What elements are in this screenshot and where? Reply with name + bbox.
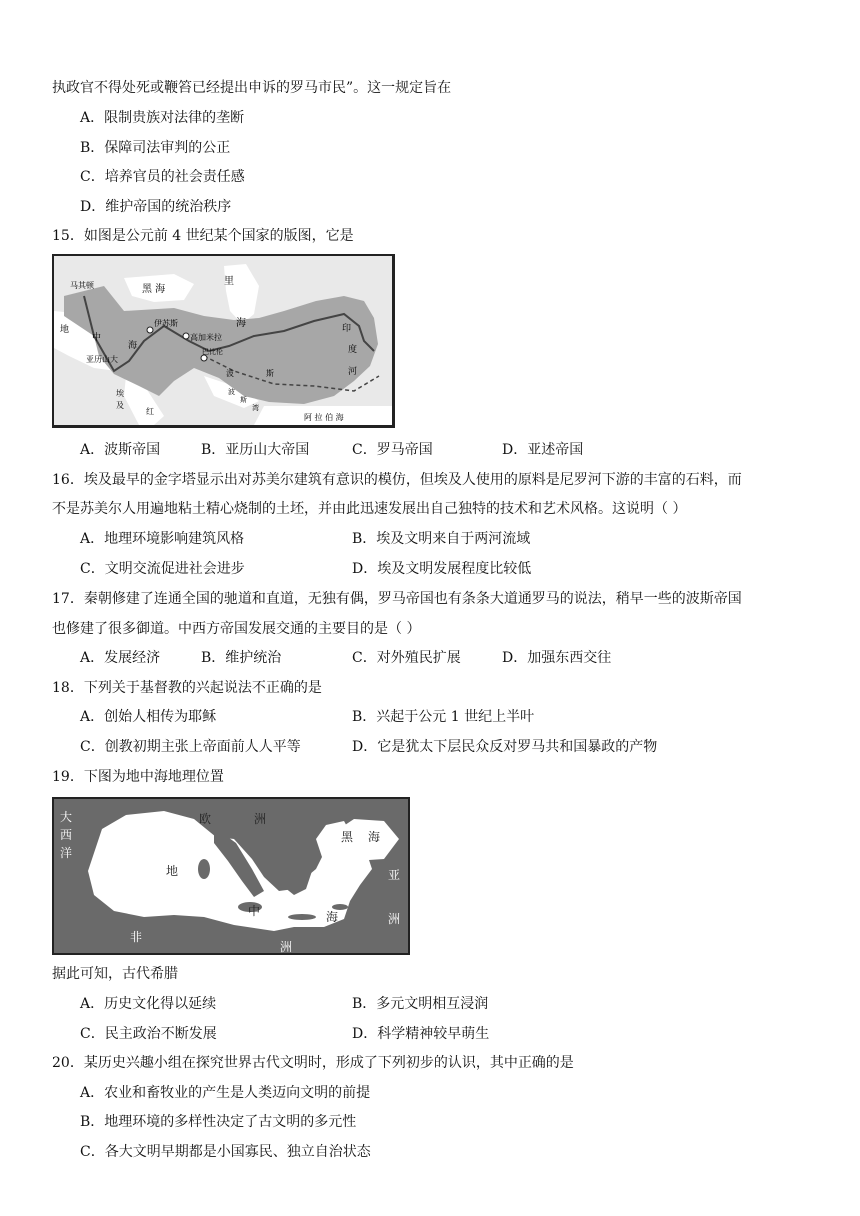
q14-option-b[interactable]: B．保障司法审判的公正 <box>80 140 231 156</box>
q18-option-a[interactable]: A．创始人相传为耶稣 <box>80 709 217 725</box>
med-label-ou: 欧 <box>199 812 212 826</box>
map-label-gulf-bo: 波 <box>228 388 235 396</box>
q19-option-b[interactable]: B．多元文明相互浸润 <box>352 996 489 1012</box>
map-label-hai: 海 <box>128 341 138 351</box>
q18-option-c[interactable]: C．创教初期主张上帝面前人人平等 <box>80 739 301 755</box>
q18-option-b[interactable]: B．兴起于公元 1 世纪上半叶 <box>352 709 535 725</box>
q16-options-row1 <box>80 529 780 549</box>
question-18-stem: 18．下列关于基督教的兴起说法不正确的是 <box>52 680 322 696</box>
q16-options-row2 <box>80 559 780 579</box>
med-label-fei: 非 <box>130 930 143 944</box>
question-19-followup: 据此可知，古代希腊 <box>52 966 178 982</box>
question-20-stem: 20．某历史兴趣小组在探究世界古代文明时，形成了下列初步的认识，其中正确的是 <box>52 1055 574 1071</box>
q18-options-row2 <box>80 737 780 757</box>
q20-option-a[interactable]: A．农业和畜牧业的产生是人类迈向文明的前提 <box>80 1085 371 1101</box>
q17-option-d[interactable]: D．加强东西交往 <box>502 650 612 666</box>
med-label-da: 大 <box>60 810 73 824</box>
question-16-stem-line2: 不是苏美尔人用遍地粘土精心烧制的土坯，并由此迅速发展出自己独特的技术和艺术风格。这说明（ ） <box>52 501 687 517</box>
q15-options <box>80 440 780 460</box>
map-label-gaugamela: 高加米拉 <box>190 333 222 342</box>
map-label-gulf-si: 斯 <box>240 396 247 404</box>
q14-option-d[interactable]: D．维护帝国的统治秩序 <box>80 199 232 215</box>
map-label-du: 度 <box>348 345 358 355</box>
q19-option-c[interactable]: C．民主政治不断发展 <box>80 1026 217 1042</box>
med-label-di: 地 <box>166 864 179 878</box>
question-16-stem-line1: 16．埃及最早的金字塔显示出对苏美尔建筑有意识的模仿，但埃及人使用的原料是尼罗河下游的丰富的石料，而 <box>52 472 742 488</box>
q19-options-row2 <box>80 1024 780 1044</box>
q15-option-b[interactable]: B．亚历山大帝国 <box>201 442 310 458</box>
question-15-stem: 15．如图是公元前 4 世纪某个国家的版图，它是 <box>52 228 354 244</box>
q17-option-a[interactable]: A．发展经济 <box>80 650 161 666</box>
mediterranean-map-drawing <box>54 799 408 953</box>
map-label-he: 河 <box>348 367 358 377</box>
alexander-empire-map <box>52 254 395 428</box>
q19-option-d[interactable]: D．科学精神较早萌生 <box>352 1026 490 1042</box>
q16-option-d[interactable]: D．埃及文明发展程度比较低 <box>352 561 532 577</box>
question-17-stem-line1: 17．秦朝修建了连通全国的驰道和直道，无独有偶，罗马帝国也有条条大道通罗马的说法，稍早一些的波斯帝国 <box>52 591 742 607</box>
map-label-caspian-hai: 海 <box>236 318 246 329</box>
map-label-macedonia: 马其顿 <box>70 281 94 290</box>
med-label-ya-zhou: 洲 <box>388 912 401 926</box>
map-label-black-sea: 黑 海 <box>142 284 166 295</box>
map-label-gulf-wan: 湾 <box>252 404 259 412</box>
q17-options <box>80 648 780 668</box>
map-label-ai: 埃 <box>116 389 124 398</box>
q20-option-b[interactable]: B．地理环境的多样性决定了古文明的多元性 <box>80 1114 357 1130</box>
map-label-persia-si: 斯 <box>266 369 274 378</box>
q14-option-a[interactable]: A．限制贵族对法律的垄断 <box>80 110 245 126</box>
map-label-li: 里 <box>224 276 234 287</box>
q19-options-row1 <box>80 994 780 1014</box>
mediterranean-map <box>52 797 410 955</box>
q15-option-c[interactable]: C．罗马帝国 <box>352 442 433 458</box>
map-label-alexandria: 亚历山大 <box>86 355 118 364</box>
q19-option-a[interactable]: A．历史文化得以延续 <box>80 996 217 1012</box>
med-label-ou-zhou: 洲 <box>254 812 267 826</box>
q16-option-a[interactable]: A．地理环境影响建筑风格 <box>80 531 245 547</box>
q16-option-b[interactable]: B．埃及文明来自于两河流域 <box>352 531 531 547</box>
question-17-stem-line2: 也修建了很多御道。中西方帝国发展交通的主要目的是（ ） <box>52 621 421 637</box>
map-label-persia-bo: 波 <box>226 369 234 378</box>
map-label-zhong: 中 <box>92 333 102 343</box>
q15-option-d[interactable]: D．亚述帝国 <box>502 442 584 458</box>
q20-option-c[interactable]: C．各大文明早期都是小国寡民、独立自治状态 <box>80 1144 371 1160</box>
map-label-yin: 印 <box>342 324 352 334</box>
q14-option-c[interactable]: C．培养官员的社会责任感 <box>80 169 245 185</box>
med-label-yang: 洋 <box>60 846 73 860</box>
med-label-ya: 亚 <box>388 868 401 882</box>
map-label-ji: 及 <box>116 401 124 410</box>
med-label-fei-zhou: 洲 <box>280 940 293 953</box>
q18-option-d[interactable]: D．它是犹太下层民众反对罗马共和国暴政的产物 <box>352 739 658 755</box>
q15-option-a[interactable]: A．波斯帝国 <box>80 442 161 458</box>
q17-option-b[interactable]: B．维护统治 <box>201 650 282 666</box>
question-14-stem-tail: 执政官不得处死或鞭笞已经提出申诉的罗马市民”。这一规定旨在 <box>52 80 452 96</box>
q18-options-row1 <box>80 707 780 727</box>
question-19-stem: 19．下图为地中海地理位置 <box>52 769 224 785</box>
med-label-hei: 黑 <box>341 830 354 844</box>
q17-option-c[interactable]: C．对外殖民扩展 <box>352 650 461 666</box>
map-label-arabian-sea: 阿 拉 伯 海 <box>304 413 344 422</box>
med-label-xi: 西 <box>60 828 73 842</box>
map-label-di: 地 <box>60 325 70 335</box>
map-label-hong: 红 <box>146 407 154 416</box>
med-label-hai: 海 <box>326 910 339 924</box>
med-label-hei-hai: 海 <box>368 830 381 844</box>
map-label-issus: 伊苏斯 <box>154 319 178 328</box>
map-label-babylon: 巴比伦 <box>202 348 223 356</box>
empire-map-drawing <box>54 256 392 425</box>
q16-option-c[interactable]: C．文明交流促进社会进步 <box>80 561 245 577</box>
med-label-zhong: 中 <box>248 904 261 918</box>
